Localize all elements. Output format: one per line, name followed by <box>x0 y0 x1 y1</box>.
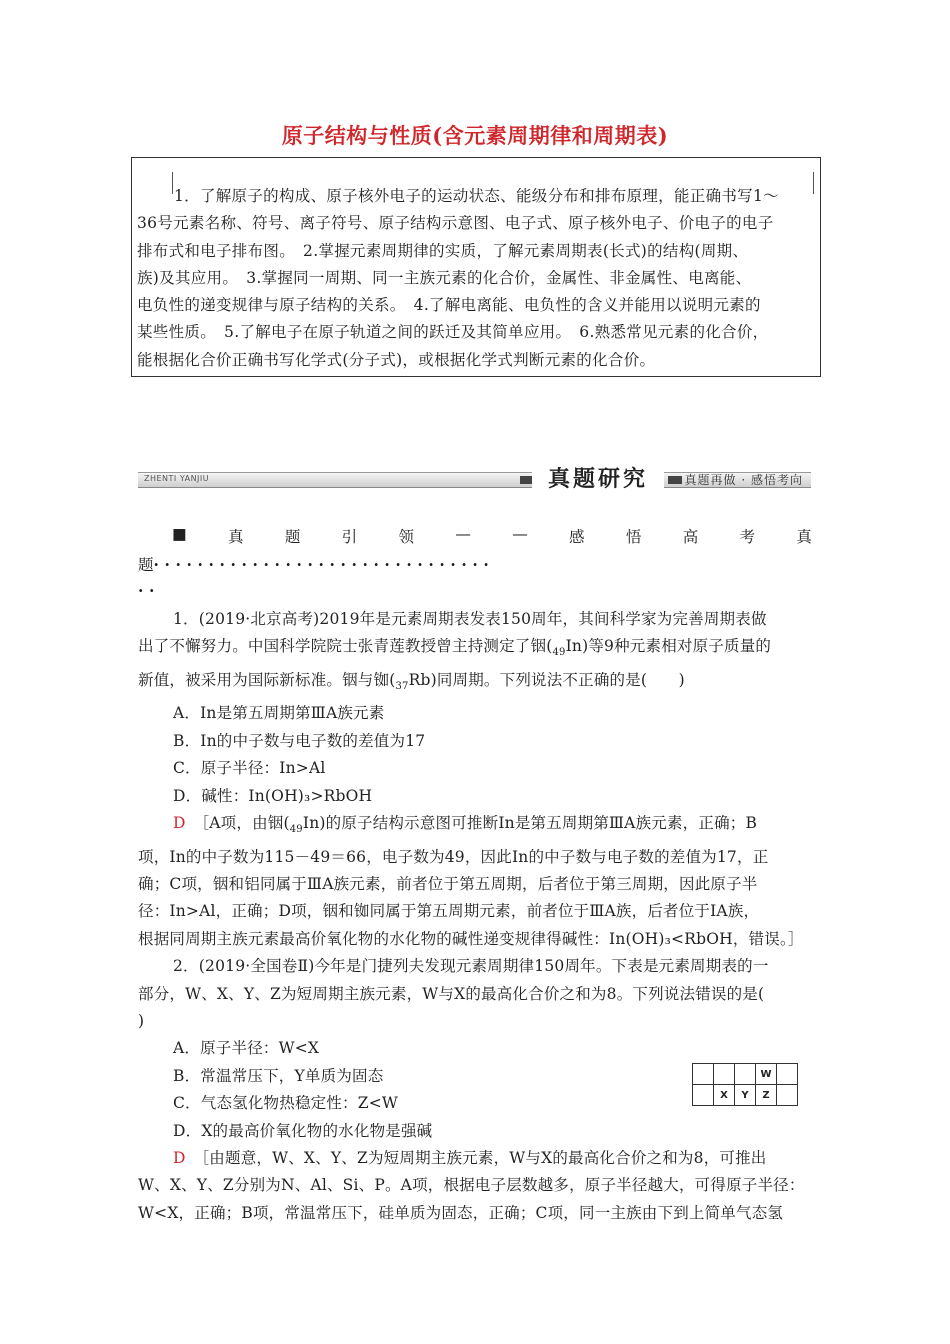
q2-answer: D <box>173 1149 186 1167</box>
objective-line: 1．了解原子的构成、原子核外电子的运动状态、能级分布和排布原理，能正确书写1～ <box>174 187 779 205</box>
q1-stem-line: 出了不懈努力。中国科学院院士张青莲教授曾主持测定了铟$(_{49}In)$等9种元素相对原子质量的 <box>138 637 772 659</box>
heading-char: 引 <box>341 528 358 546</box>
objective-line: 排布式和电子排布图。 2.掌握元素周期律的实质，了解元素周期表(长式)的结构(周期、 <box>137 241 749 260</box>
objective-line: 能根据化合价正确书写化学式(分子式)，或根据化学式判断元素的化合价。 <box>137 350 656 369</box>
section-heading-cont <box>138 553 818 575</box>
q1-option-c: C．原子半径：In>Al <box>173 759 326 778</box>
section-banner <box>138 466 811 493</box>
q2-option-c: C．气态氢化物热稳定性：Z<W <box>173 1094 399 1113</box>
q1-analysis-line: 根据同周期主族元素最高价氧化物的水化物的碱性递变规律得碱性：In(OH)₃<RbOH，错误。］ <box>138 929 804 948</box>
table-cell: Z <box>756 1085 777 1106</box>
objective-line: 36号元素名称、符号、离子符号、原子结构示意图、电子式、原子核外电子、价电子的电子 <box>137 214 774 233</box>
q1-analysis-line: 项，In的中子数为115－49＝66，电子数为49，因此In的中子数与电子数的差值为17，正 <box>138 847 769 866</box>
table-row <box>693 1064 798 1085</box>
q2-option-d: D．X的最高价氧化物的水化物是强碱 <box>173 1121 433 1140</box>
q1-option-b: B．In的中子数与电子数的差值为17 <box>173 731 426 750</box>
q1-option-d: D．碱性：In(OH)₃>RbOH <box>173 786 373 805</box>
q1-analysis-line: 确；C项，铟和铝同属于ⅢA族元素，前者位于第五周期，后者位于第三周期，因此原子半 <box>138 874 758 893</box>
objectives-text <box>137 183 817 374</box>
q2-analysis-line: W、X、Y、Z分别为N、Al、Si、P。A项，根据电子层数越多，原子半径越大，可得原子半径： <box>138 1176 805 1195</box>
heading-char: 考 <box>739 528 756 546</box>
periodic-table-fragment <box>692 1063 798 1106</box>
objective-line: 族)及其应用。 3.掌握同一周期、同一主族元素的化合价，金属性、非金属性、电离能、 <box>137 268 752 287</box>
q1-option-a: A．In是第五周期第ⅢA族元素 <box>173 704 385 723</box>
q1-answer: D <box>173 814 186 833</box>
table-cell <box>735 1064 756 1085</box>
table-cell: Y <box>735 1085 756 1106</box>
banner-left-label: ZHENTI YANJIU <box>144 474 210 483</box>
table-row <box>693 1085 798 1106</box>
banner-right-label: 真题再做 · 感悟考向 <box>684 473 803 487</box>
heading-char: 悟 <box>625 528 642 546</box>
heading-char: ■ <box>172 525 187 543</box>
section-heading <box>172 525 812 547</box>
q2-analysis-line: D ［由题意，W、X、Y、Z为短周期主族元素，W与X的最高化合价之和为8，可推出 <box>173 1149 767 1167</box>
question-1 <box>138 606 818 1227</box>
q2-option-b: B．常温常压下，Y单质为固态 <box>173 1066 384 1085</box>
heading-char: 领 <box>398 528 415 546</box>
table-cell <box>777 1064 798 1085</box>
heading-char: — <box>512 525 528 543</box>
table-cell <box>693 1085 714 1106</box>
section-heading-dots2 <box>138 581 818 600</box>
banner-ornament-right <box>668 476 682 484</box>
heading-dots: ······························· <box>153 555 495 574</box>
heading-char: 真 <box>227 528 244 546</box>
q1-analysis-line: D ［A项，由铟$(_{49}In)$的原子结构示意图可推断In是第五周期第ⅢA族元素，正确；B <box>173 814 758 836</box>
table-cell: X <box>714 1085 735 1106</box>
q1-stem-line: 新值，被采用为国际新标准。铟与铷$(_{37}Rb)$同周期。下列说法不正确的是( ) <box>138 670 685 692</box>
table-cell: W <box>756 1064 777 1085</box>
objective-line: 某些性质。 5.了解电子在原子轨道之间的跃迁及其简单应用。 6.熟悉常见元素的化合价， <box>137 323 769 342</box>
heading-char: 题 <box>284 528 301 546</box>
table-cell <box>777 1085 798 1106</box>
q2-stem-line: 部分，W、X、Y、Z为短周期主族元素，W与X的最高化合价之和为8。下列说法错误的是( <box>138 984 765 1003</box>
q2-option-a: A．原子半径：W<X <box>173 1039 320 1058</box>
banner-title: 真题研究 <box>532 466 664 493</box>
in-atomic-number: 49 <box>552 647 566 659</box>
objective-line: 电负性的递变规律与原子结构的关系。 4.了解电离能、电负性的含义并能用以说明元素的 <box>137 296 761 315</box>
heading-char: 感 <box>569 528 585 546</box>
q1-stem-line: 1．(2019·北京高考)2019年是元素周期表发表150周年，其间科学家为完善周期表做 <box>173 610 767 628</box>
q2-stem-line: ) <box>138 1011 145 1030</box>
table-cell <box>693 1064 714 1085</box>
heading-char: 高 <box>682 528 699 546</box>
rb-atomic-number: 37 <box>395 681 409 692</box>
heading-dots: ·· <box>138 581 160 600</box>
heading-end: 题 <box>138 556 154 574</box>
heading-char: — <box>455 525 471 543</box>
q2-stem-line: 2．(2019·全国卷Ⅱ)今年是门捷列夫发现元素周期律150周年。下表是元素周期表的一 <box>173 957 769 976</box>
q1-analysis-line: 径：In>Al，正确；D项，铟和铷同属于第五周期元素，前者位于ⅢA族，后者位于ⅠA族， <box>138 902 760 921</box>
q2-analysis-line: W<X，正确；B项，常温常压下，硅单质为固态，正确；C项，同一主族由下到上简单气态氢 <box>138 1203 784 1222</box>
table-cell <box>714 1064 735 1085</box>
page-title: 原子结构与性质(含元素周期律和周期表) <box>281 123 669 148</box>
heading-char: 真 <box>796 528 812 546</box>
